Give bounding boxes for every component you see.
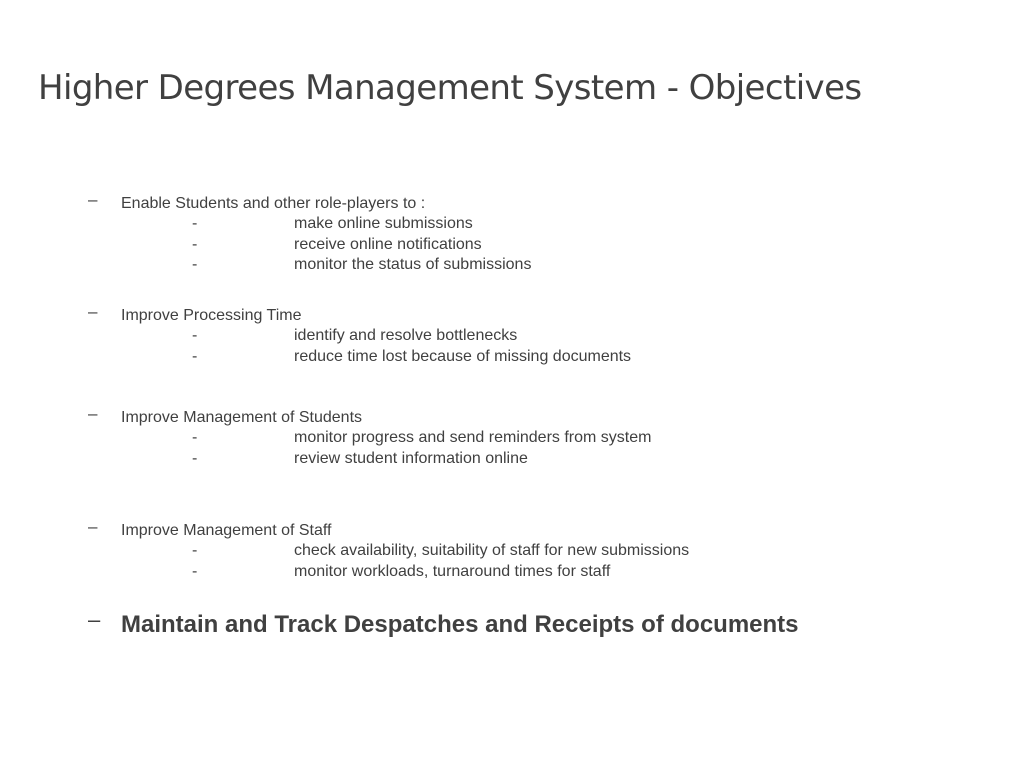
bullet-text: Improve Management of Students	[121, 409, 363, 426]
slide-title: Higher Degrees Management System - Objectives	[38, 68, 862, 108]
bullet-dash: –	[88, 190, 98, 209]
bullet-text: Enable Students and other role-players to :	[121, 195, 426, 212]
sub-bullet-dash: -	[192, 256, 198, 273]
sub-bullet-dash: -	[192, 562, 198, 580]
bullet-dash: –	[88, 302, 98, 321]
sub-item-text: receive online notifications	[294, 235, 482, 253]
sub-item-text: check availability, suitability of staff for new submissions	[294, 542, 690, 559]
sub-item-text: review student information online	[294, 449, 528, 467]
bullet-dash: –	[88, 517, 98, 536]
sub-bullet-dash: -	[192, 235, 198, 253]
sub-item-text: make online submissions	[294, 215, 473, 232]
sub-bullet-dash: -	[192, 327, 198, 344]
sub-bullet-dash: -	[192, 542, 198, 559]
sub-bullet-dash: -	[192, 347, 198, 365]
bullet-text: Improve Processing Time	[121, 307, 302, 324]
sub-item-text: monitor the status of submissions	[294, 256, 532, 273]
sub-item-text: monitor progress and send reminders from system	[294, 429, 652, 446]
bullet-dash: –	[88, 404, 98, 423]
sub-bullet-dash: -	[192, 449, 198, 467]
sub-bullet-dash: -	[192, 215, 198, 232]
sub-bullet-dash: -	[192, 429, 198, 446]
bullet-text: Maintain and Track Despatches and Receipts of documents	[121, 611, 799, 638]
bullet-dash: –	[88, 607, 101, 632]
sub-item-text: identify and resolve bottlenecks	[294, 327, 518, 344]
sub-item-text: monitor workloads, turnaround times for staff	[294, 562, 611, 580]
bullet-text: Improve Management of Staff	[121, 522, 332, 539]
sub-item-text: reduce time lost because of missing documents	[294, 347, 632, 365]
